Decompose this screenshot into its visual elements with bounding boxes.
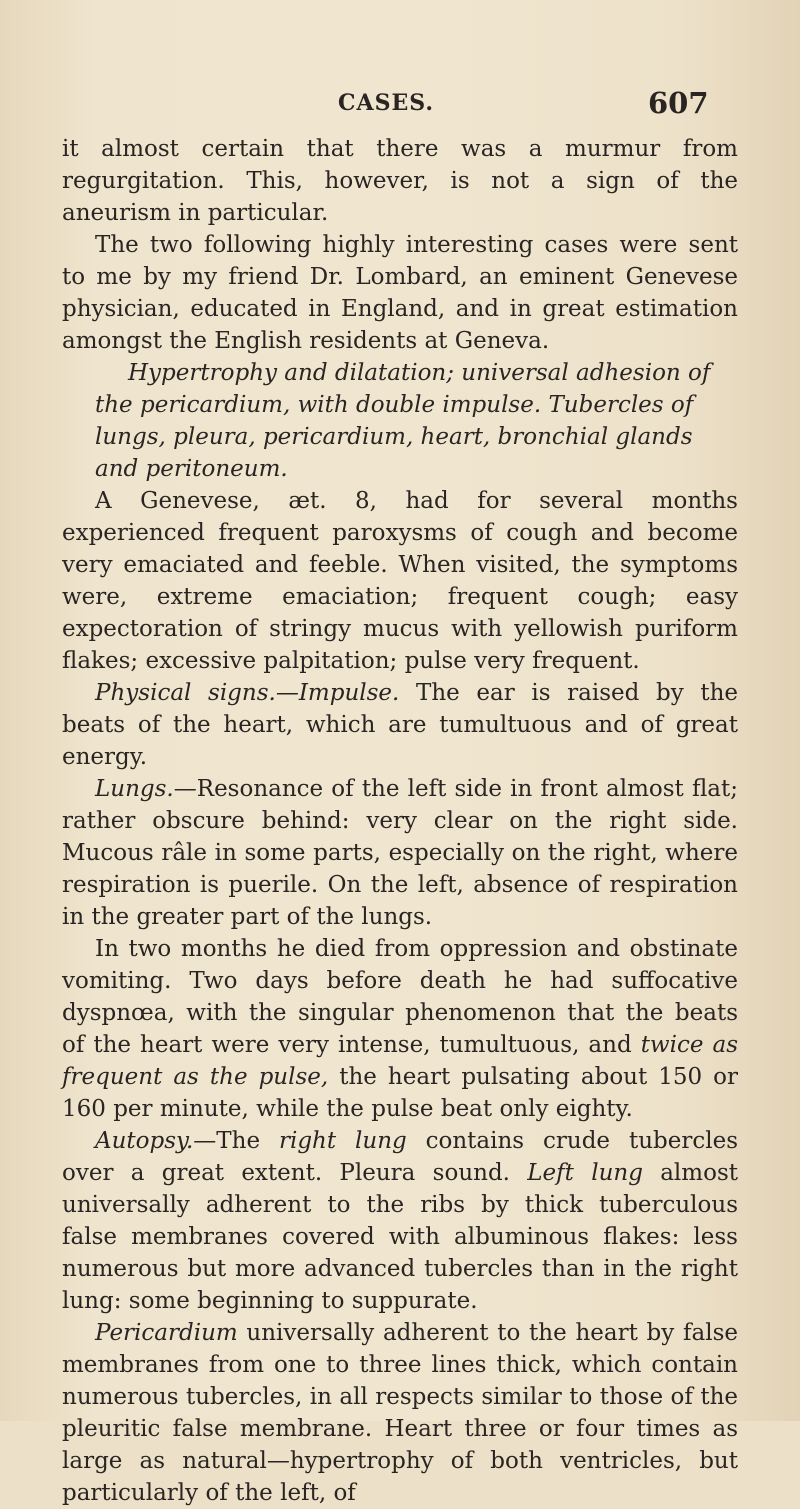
- paragraph-intro: The two following highly interesting cases were sent to me by my friend Dr. Lombard, an eminent Genevese physician, educated in England, and in great estimation amongst the English residents at Geneva.: [62, 232, 738, 354]
- autopsy-left-lung: Left lung: [527, 1160, 643, 1186]
- lungs-text: —Resonance of the left side in front almost flat; rather obscure behind: very clear on the right side. Mucous râle in some parts, especially on the right, where respiration is puerile. On the left, absence of respiration in the greater part of the lungs.: [62, 776, 738, 930]
- paragraph-continuation: it almost certain that there was a murmur from regurgitation. This, however, is not a sign of the aneurism in particular.: [62, 136, 738, 226]
- paragraph-autopsy: [62, 1125, 738, 1317]
- death-text-italic: twice as frequent as the pulse,: [62, 1032, 738, 1090]
- page-body: [62, 133, 738, 1509]
- physical-signs-label: Physical signs.—Impulse.: [95, 680, 400, 706]
- death-text-b: the heart pulsating about 150 or 160 per minute, while the pulse beat only eighty.: [62, 1064, 739, 1122]
- case-history-text: A Genevese, æt. 8, had for several months experienced frequent paroxysms of cough and become very emaciated and feeble. When visited, the symptoms were, extreme emaciation; frequent cough; easy expectoration of stringy mucus with yellowish puriform flakes; excessive palpitation; pulse very frequent.: [62, 488, 738, 674]
- pericardium-label: Pericardium: [95, 1320, 238, 1346]
- autopsy-label: Autopsy.: [95, 1128, 194, 1154]
- page-header: [0, 86, 800, 126]
- page-number: 607: [648, 86, 709, 120]
- autopsy-text-b: contains crude tubercles over a great extent. Pleura sound.: [62, 1128, 738, 1186]
- paragraph-physical-signs: [62, 677, 738, 773]
- lungs-label: Lungs.: [95, 776, 174, 802]
- death-text-a: In two months he died from oppression and obstinate vomiting. Two days before death he had suffocative dyspnœa, with the singular phenomenon that the beats of the heart were very intense, tumultuous, and: [62, 936, 738, 1058]
- paragraph-death: [62, 933, 738, 1125]
- autopsy-text-c: almost universally adherent to the ribs by thick tuberculous false membranes covered with albuminous flakes: less numerous but more advanced tubercles than in the right lung: some beginning to suppurate.: [62, 1160, 738, 1314]
- pericardium-text: universally adherent to the heart by false membranes from one to three lines thick, which contain numerous tubercles, in all respects similar to those of the pleuritic false membrane. Heart three or four times as large as natural—hypertrophy of both ventricles, but particularly of the left, of: [62, 1320, 738, 1506]
- case-heading: Hypertrophy and dilatation; universal adhesion of the pericardium, with double impulse. Tubercles of lungs, pleura, pericardium, heart, bronchial glands and peritoneum.: [95, 360, 711, 482]
- running-head: CASES.: [338, 90, 434, 116]
- autopsy-text-a: —The: [193, 1128, 279, 1154]
- physical-signs-text: The ear is raised by the beats of the heart, which are tumultuous and of great energy.: [62, 680, 738, 770]
- paragraph-pericardium: [62, 1317, 738, 1509]
- paragraph-case-history: [62, 485, 738, 677]
- autopsy-right-lung: right lung: [278, 1128, 407, 1154]
- paragraph-lungs: [62, 773, 738, 933]
